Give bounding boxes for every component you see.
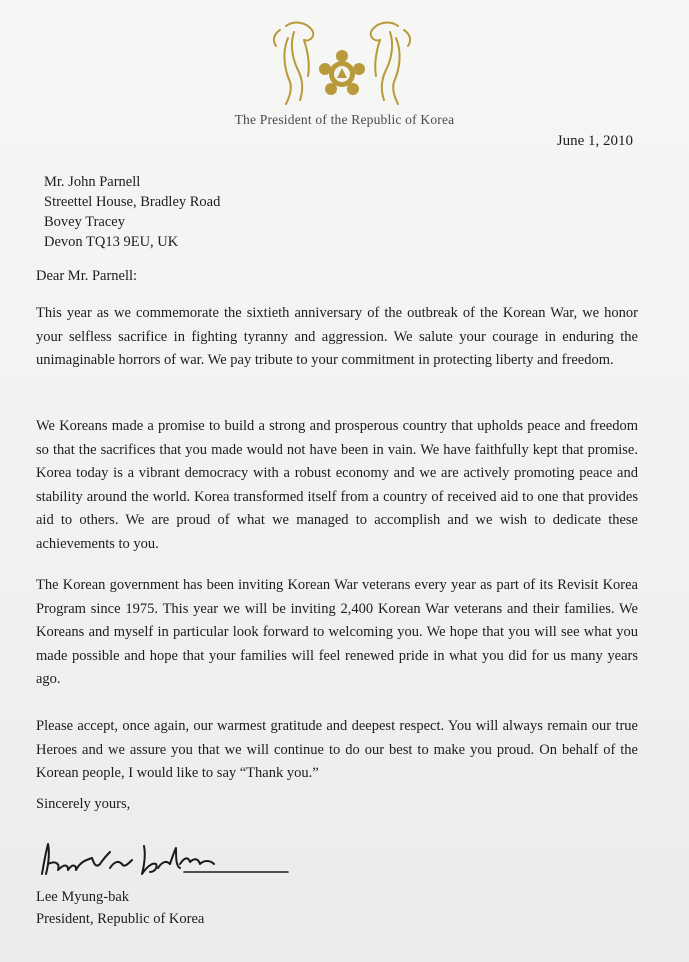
address-line: Devon TQ13 9EU, UK — [44, 234, 179, 250]
signer-title: President, Republic of Korea — [36, 911, 205, 927]
recipient-address — [44, 172, 220, 252]
letterhead-office: The President of the Republic of Korea — [234, 112, 455, 127]
body-paragraph: This year as we commemorate the sixtieth anniversary of the outbreak of the Korean War, we honor your selfless sacrifice in fighting tyranny and aggression. We salute your courage in enduring the unimaginable horrors of war. We pay tribute to your commitment in protecting liberty and freedom. — [36, 305, 638, 369]
signer-name: Lee Myung-bak — [36, 889, 130, 905]
signature-icon — [34, 834, 294, 882]
body-paragraph: We Koreans made a promise to build a strong and prosperous country that upholds peace and freedom so that the sacrifices that you made would not have been in vain. We have faithfully kept that promise. Korea today is a vibrant democracy with a robust economy and we are actively promoting peace and stability around the world. Korea transformed itself from a country of received aid to one that provides aid to others. We are proud of what we managed to accomplish and we wish to dedicate these achievements to you. — [36, 418, 638, 552]
body-paragraph: The Korean government has been inviting Korean War veterans every year as part of its Revisit Korea Program since 1975. This year we will be inviting 2,400 Korean War veterans and their families. We Koreans and myself in particular look forward to welcoming you. We hope that you will see what you made possible and hope that your families will feel renewed pride in what you did for us many years ago. — [36, 577, 638, 688]
address-line: Streettel House, Bradley Road — [44, 194, 221, 210]
address-line: Mr. John Parnell — [44, 174, 141, 190]
salutation: Dear Mr. Parnell: — [36, 268, 138, 284]
address-line: Bovey Tracey — [44, 214, 125, 230]
closing: Sincerely yours, — [36, 796, 131, 812]
handwritten-signature — [34, 834, 294, 882]
letter-date: June 1, 2010 — [556, 133, 633, 149]
signer-block — [36, 886, 204, 930]
presidential-seal — [264, 18, 420, 110]
phoenix-seal-icon — [264, 18, 420, 110]
body-paragraph: Please accept, once again, our warmest gratitude and deepest respect. You will always remain our true Heroes and we assure you that we will continue to do our best to make you proud. On behalf of the Korean people, I would like to say “Thank you.” — [36, 718, 638, 782]
